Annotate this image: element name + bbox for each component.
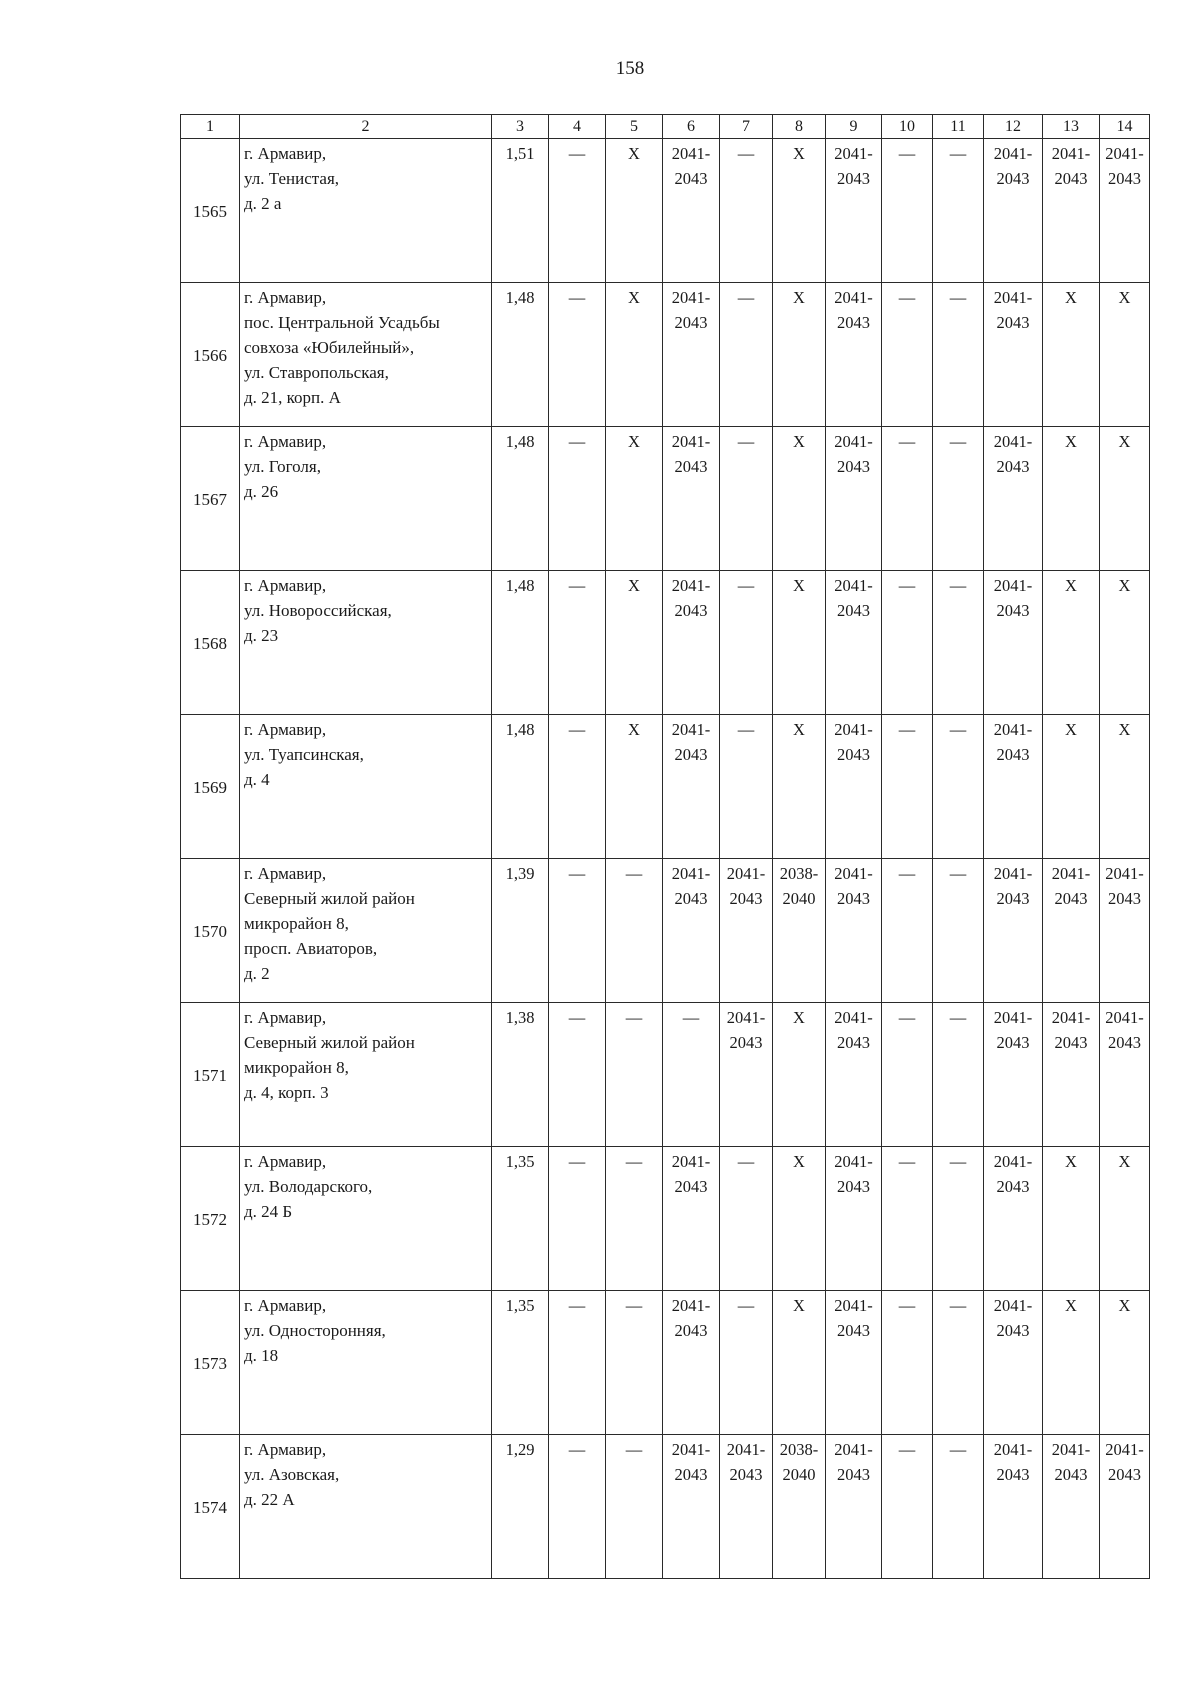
value-cell-4: — [549,1435,606,1579]
value-cell-14: Х [1100,1291,1150,1435]
column-header: 1 [181,115,240,139]
value-cell-6: 2041- 2043 [663,427,720,571]
value-cell-4: — [549,427,606,571]
value-cell-6: 2041- 2043 [663,1147,720,1291]
value-cell-7: — [720,1147,773,1291]
value-cell-4: — [549,571,606,715]
column-header: 13 [1043,115,1100,139]
address-cell: г. Армавир, ул. Туапсинская, д. 4 [240,715,492,859]
value-cell-10: — [882,571,933,715]
column-header: 8 [773,115,826,139]
value-cell-6: 2041- 2043 [663,859,720,1003]
value-cell-14: 2041- 2043 [1100,859,1150,1003]
column-header: 10 [882,115,933,139]
value-cell-5: — [606,859,663,1003]
value-cell-11: — [933,715,984,859]
value-cell-7: — [720,283,773,427]
value-cell-6: — [663,1003,720,1147]
column-header: 4 [549,115,606,139]
table-row [181,283,1150,427]
address-cell: г. Армавир, ул. Односторонняя, д. 18 [240,1291,492,1435]
value-cell-8: 2038- 2040 [773,1435,826,1579]
value-cell-9: 2041- 2043 [826,139,882,283]
value-cell-14: Х [1100,283,1150,427]
value-cell-9: 2041- 2043 [826,1003,882,1147]
value-cell-5: — [606,1003,663,1147]
value-cell-13: 2041- 2043 [1043,139,1100,283]
address-cell: г. Армавир, ул. Володарского, д. 24 Б [240,1147,492,1291]
value-cell-12: 2041- 2043 [984,1435,1043,1579]
value-cell-9: 2041- 2043 [826,1435,882,1579]
value-cell-8: Х [773,1147,826,1291]
value-cell-13: Х [1043,427,1100,571]
value-cell-9: 2041- 2043 [826,283,882,427]
table-row [181,859,1150,1003]
value-cell-5: — [606,1147,663,1291]
table-row [181,571,1150,715]
column-header: 7 [720,115,773,139]
value-cell-4: — [549,139,606,283]
row-number: 1570 [181,859,240,1003]
value-cell-4: — [549,1147,606,1291]
value-cell-14: 2041- 2043 [1100,139,1150,283]
value-cell-13: Х [1043,1147,1100,1291]
value-cell-8: Х [773,427,826,571]
value-cell-5: Х [606,571,663,715]
value-cell-9: 2041- 2043 [826,1147,882,1291]
value-cell-3: 1,35 [492,1147,549,1291]
value-cell-10: — [882,1003,933,1147]
table-body [181,139,1150,1579]
address-cell: г. Армавир, ул. Новороссийская, д. 23 [240,571,492,715]
address-cell: г. Армавир, ул. Гоголя, д. 26 [240,427,492,571]
value-cell-5: Х [606,427,663,571]
value-cell-11: — [933,1435,984,1579]
address-cell: г. Армавир, ул. Тенистая, д. 2 а [240,139,492,283]
value-cell-10: — [882,139,933,283]
row-number: 1573 [181,1291,240,1435]
value-cell-13: Х [1043,715,1100,859]
value-cell-6: 2041- 2043 [663,1435,720,1579]
value-cell-12: 2041- 2043 [984,139,1043,283]
value-cell-3: 1,51 [492,139,549,283]
column-header: 3 [492,115,549,139]
value-cell-14: 2041- 2043 [1100,1003,1150,1147]
value-cell-8: Х [773,283,826,427]
value-cell-14: Х [1100,427,1150,571]
table-row [181,139,1150,283]
column-header: 2 [240,115,492,139]
value-cell-13: 2041- 2043 [1043,1435,1100,1579]
table-row [181,715,1150,859]
column-header: 9 [826,115,882,139]
table-row [181,1435,1150,1579]
row-number: 1567 [181,427,240,571]
value-cell-13: 2041- 2043 [1043,859,1100,1003]
value-cell-3: 1,39 [492,859,549,1003]
value-cell-7: — [720,1291,773,1435]
value-cell-12: 2041- 2043 [984,571,1043,715]
row-number: 1572 [181,1147,240,1291]
address-cell: г. Армавир, пос. Центральной Усадьбы совхоза «Юбилейный», ул. Ставропольская, д. 21, корп. А [240,283,492,427]
value-cell-4: — [549,1003,606,1147]
value-cell-8: Х [773,571,826,715]
value-cell-10: — [882,1435,933,1579]
value-cell-3: 1,48 [492,427,549,571]
value-cell-7: — [720,715,773,859]
value-cell-12: 2041- 2043 [984,427,1043,571]
value-cell-3: 1,29 [492,1435,549,1579]
value-cell-11: — [933,859,984,1003]
value-cell-7: — [720,139,773,283]
row-number: 1569 [181,715,240,859]
value-cell-12: 2041- 2043 [984,1003,1043,1147]
value-cell-14: Х [1100,1147,1150,1291]
value-cell-10: — [882,1147,933,1291]
row-number: 1574 [181,1435,240,1579]
value-cell-14: Х [1100,571,1150,715]
value-cell-6: 2041- 2043 [663,715,720,859]
value-cell-3: 1,35 [492,1291,549,1435]
value-cell-12: 2041- 2043 [984,859,1043,1003]
value-cell-5: — [606,1291,663,1435]
value-cell-12: 2041- 2043 [984,715,1043,859]
column-header: 14 [1100,115,1150,139]
value-cell-6: 2041- 2043 [663,1291,720,1435]
value-cell-13: 2041- 2043 [1043,1003,1100,1147]
value-cell-12: 2041- 2043 [984,283,1043,427]
address-cell: г. Армавир, Северный жилой район микрорайон 8, д. 4, корп. 3 [240,1003,492,1147]
value-cell-5: Х [606,715,663,859]
row-number: 1571 [181,1003,240,1147]
value-cell-8: 2038- 2040 [773,859,826,1003]
value-cell-4: — [549,715,606,859]
housing-register-table [180,114,1150,1579]
value-cell-9: 2041- 2043 [826,859,882,1003]
value-cell-9: 2041- 2043 [826,427,882,571]
table-row [181,1147,1150,1291]
value-cell-11: — [933,1147,984,1291]
page-number: 158 [615,58,645,79]
value-cell-6: 2041- 2043 [663,283,720,427]
address-cell: г. Армавир, ул. Азовская, д. 22 А [240,1435,492,1579]
value-cell-6: 2041- 2043 [663,571,720,715]
value-cell-11: — [933,571,984,715]
table-row [181,1003,1150,1147]
value-cell-11: — [933,1291,984,1435]
value-cell-13: Х [1043,571,1100,715]
column-header: 11 [933,115,984,139]
value-cell-10: — [882,283,933,427]
value-cell-14: Х [1100,715,1150,859]
value-cell-7: 2041- 2043 [720,1003,773,1147]
row-number: 1566 [181,283,240,427]
value-cell-5: Х [606,139,663,283]
value-cell-11: — [933,139,984,283]
value-cell-4: — [549,859,606,1003]
value-cell-11: — [933,1003,984,1147]
value-cell-7: 2041- 2043 [720,859,773,1003]
value-cell-8: Х [773,139,826,283]
value-cell-8: Х [773,715,826,859]
value-cell-13: Х [1043,1291,1100,1435]
value-cell-10: — [882,1291,933,1435]
value-cell-8: Х [773,1003,826,1147]
header-row [181,115,1150,139]
value-cell-5: Х [606,283,663,427]
column-header: 6 [663,115,720,139]
value-cell-10: — [882,859,933,1003]
value-cell-5: — [606,1435,663,1579]
value-cell-10: — [882,715,933,859]
value-cell-10: — [882,427,933,571]
value-cell-11: — [933,283,984,427]
value-cell-7: 2041- 2043 [720,1435,773,1579]
value-cell-9: 2041- 2043 [826,715,882,859]
value-cell-7: — [720,427,773,571]
table-row [181,427,1150,571]
value-cell-3: 1,48 [492,715,549,859]
value-cell-8: Х [773,1291,826,1435]
value-cell-9: 2041- 2043 [826,1291,882,1435]
value-cell-12: 2041- 2043 [984,1291,1043,1435]
row-number: 1565 [181,139,240,283]
row-number: 1568 [181,571,240,715]
value-cell-6: 2041- 2043 [663,139,720,283]
value-cell-3: 1,48 [492,571,549,715]
value-cell-11: — [933,427,984,571]
address-cell: г. Армавир, Северный жилой район микрорайон 8, просп. Авиаторов, д. 2 [240,859,492,1003]
value-cell-14: 2041- 2043 [1100,1435,1150,1579]
value-cell-3: 1,38 [492,1003,549,1147]
value-cell-12: 2041- 2043 [984,1147,1043,1291]
value-cell-4: — [549,283,606,427]
column-header: 12 [984,115,1043,139]
value-cell-7: — [720,571,773,715]
value-cell-13: Х [1043,283,1100,427]
value-cell-4: — [549,1291,606,1435]
value-cell-3: 1,48 [492,283,549,427]
value-cell-9: 2041- 2043 [826,571,882,715]
column-header: 5 [606,115,663,139]
table-row [181,1291,1150,1435]
